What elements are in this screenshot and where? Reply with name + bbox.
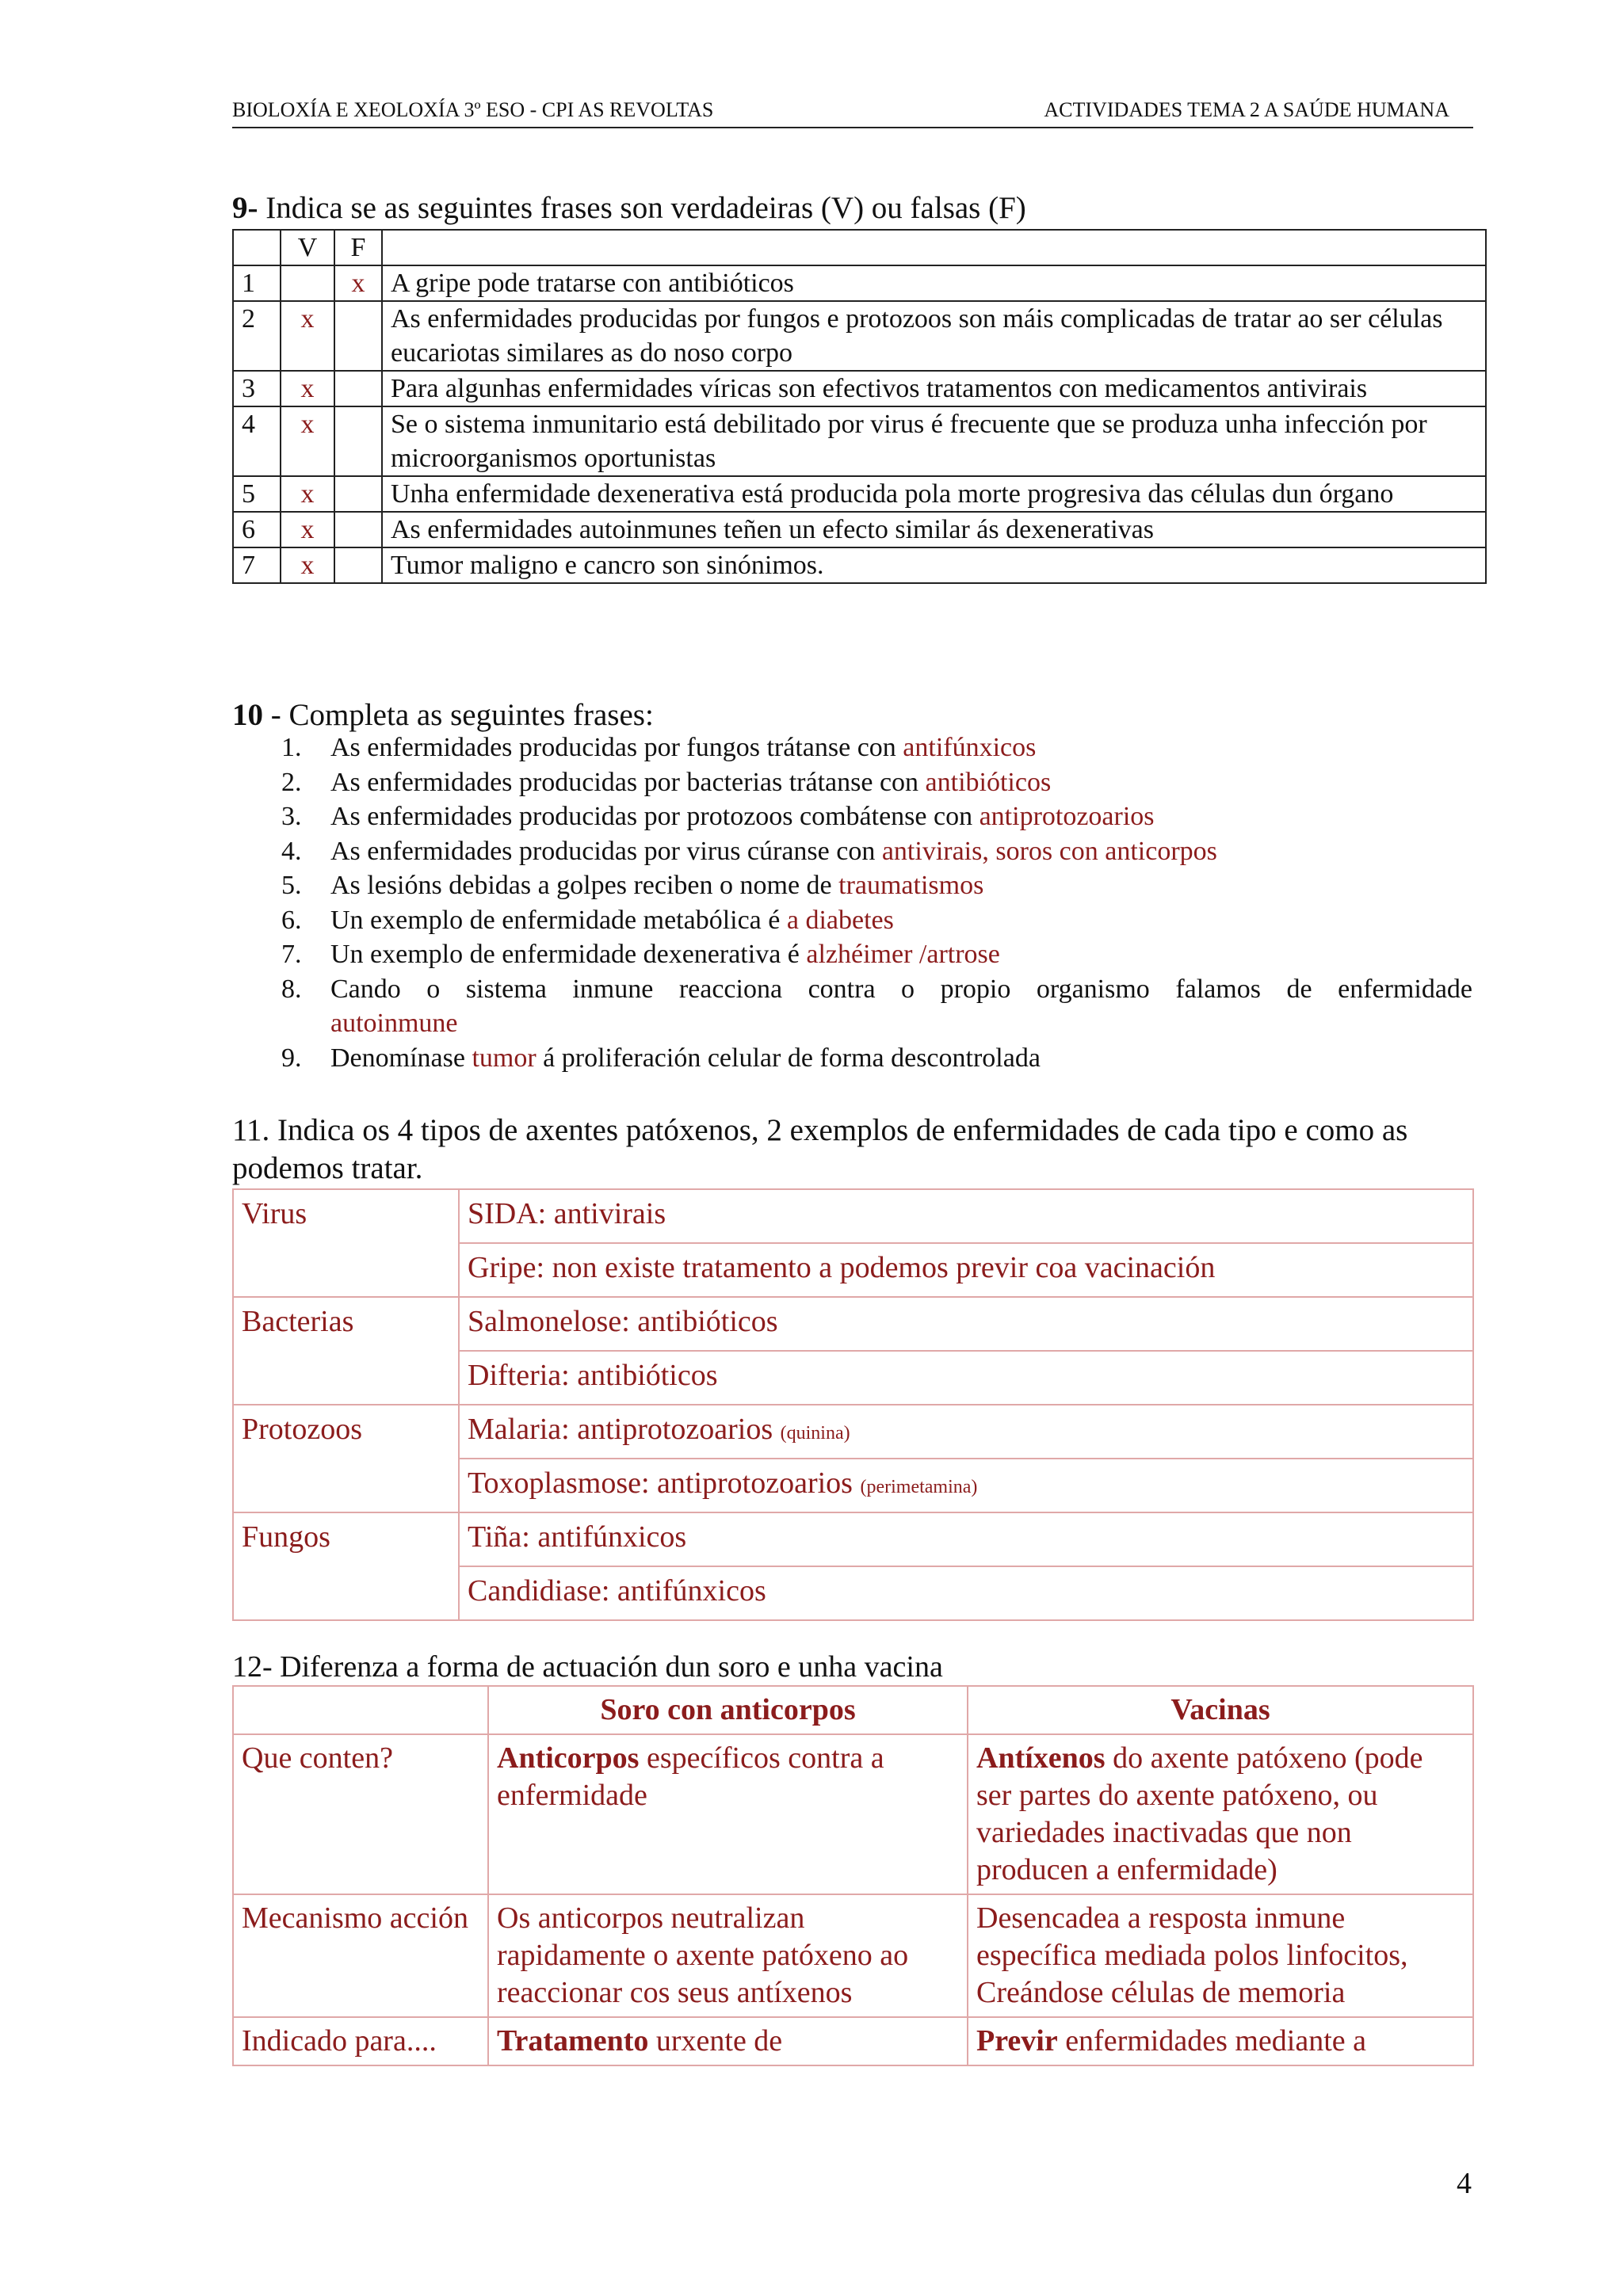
list-item: [232, 834, 1472, 869]
table-row: [233, 1189, 1473, 1243]
vacina-text: Desencadea a resposta inmune específica mediada polos linfocitos, Creándose células de memoria: [976, 1901, 1408, 2009]
item-number: 4.: [281, 836, 302, 866]
example-text: Candidiase: antifúnxicos: [468, 1574, 766, 1608]
agent-name: Protozoos: [233, 1405, 459, 1512]
row-number: 4: [233, 406, 281, 476]
item-number: 5.: [281, 871, 302, 900]
soro-bold: Tratamento: [497, 2024, 649, 2058]
item-answer: a diabetes: [786, 905, 894, 935]
example-cell: [459, 1405, 1473, 1459]
header-right: ACTIVIDADES TEMA 2 A SAÚDE HUMANA: [1044, 98, 1449, 121]
item-text: Un exemplo de enfermidade metabólica é: [330, 905, 787, 935]
soro-cell: [488, 1894, 968, 2017]
item-text: Un exemplo de enfermidade dexenerativa é: [330, 940, 807, 969]
col-vacina: Vacinas: [968, 1686, 1473, 1734]
example-text: Difteria: antibióticos: [468, 1359, 718, 1392]
example-cell: [459, 1566, 1473, 1620]
list-item: [232, 730, 1472, 765]
example-cell: [459, 1297, 1473, 1351]
item-text: As enfermidades producidas por virus cúranse con: [330, 836, 882, 866]
blank-header: [382, 230, 1486, 265]
statement: Se o sistema inmunitario está debilitado por virus é frecuente que se produza unha infección por microorganismos oportunistas: [382, 406, 1486, 476]
example-text: Salmonelose: antibióticos: [468, 1305, 778, 1338]
item-number: 1.: [281, 733, 302, 762]
statement: Tumor maligno e cancro son sinónimos.: [382, 547, 1486, 583]
table-row: [233, 476, 1486, 512]
table-row: [233, 2017, 1473, 2065]
item-answer: alzhéimer /artrose: [806, 940, 1000, 969]
pathogens-table: [232, 1188, 1474, 1621]
true-false-table: [232, 229, 1487, 584]
example-text: SIDA: antivirais: [468, 1197, 666, 1230]
f-mark: [334, 547, 382, 583]
vacina-text: do axente patóxeno (pode ser partes do axente patóxeno, ou variedades inactivadas que non producen a enfermidade): [976, 1741, 1423, 1886]
vacina-cell: [968, 2017, 1473, 2065]
q10-number: 10: [232, 698, 263, 732]
f-mark: [334, 512, 382, 547]
item-number: 8.: [281, 974, 302, 1004]
q9-text: Indica se as seguintes frases son verdadeiras (V) ou falsas (F): [258, 191, 1026, 225]
soro-text: específicos contra a enfermidade: [497, 1741, 884, 1812]
example-text: Gripe: non existe tratamento a podemos previr coa vacinación: [468, 1251, 1216, 1284]
example-text: Toxoplasmose: antiprotozoarios: [468, 1466, 861, 1500]
table-header-row: [233, 230, 1486, 265]
q10-text: - Completa as seguintes frases:: [263, 698, 654, 732]
item-answer: antibióticos: [925, 767, 1052, 797]
item-text: Denomínase: [330, 1043, 472, 1073]
item-answer: antiprotozoarios: [979, 802, 1155, 831]
table-row: [233, 265, 1486, 301]
f-mark: [334, 406, 382, 476]
item-number: 6.: [281, 905, 302, 935]
example-cell: [459, 1243, 1473, 1297]
vacina-text: enfermidades mediante a: [1057, 2024, 1367, 2058]
item-answer: traumatismos: [838, 871, 984, 900]
item-answer: antivirais, soros con anticorpos: [881, 836, 1217, 866]
header-left: BIOLOXÍA E XEOLOXÍA 3º ESO - CPI AS REVOLTAS: [232, 98, 714, 121]
statement: As enfermidades autoinmunes teñen un efecto similar ás dexenerativas: [382, 512, 1486, 547]
v-mark: x: [281, 476, 334, 512]
agent-name: Bacterias: [233, 1297, 459, 1405]
agent-name: Fungos: [233, 1512, 459, 1620]
col-soro: Soro con anticorpos: [488, 1686, 968, 1734]
f-mark: x: [334, 265, 382, 301]
agent-name: Virus: [233, 1189, 459, 1297]
example-text: Malaria: antiprotozoarios: [468, 1413, 781, 1446]
item-text: As enfermidades producidas por bacterias trátanse con: [330, 767, 926, 797]
serum-vaccine-table: [232, 1685, 1474, 2066]
example-cell: [459, 1351, 1473, 1405]
corner-cell: [233, 1686, 488, 1734]
table-row: [233, 1512, 1473, 1566]
item-number: 7.: [281, 940, 302, 969]
table-row: [233, 301, 1486, 371]
table-row: [233, 512, 1486, 547]
soro-cell: [488, 1734, 968, 1894]
list-item: [232, 868, 1472, 903]
v-mark: [281, 265, 334, 301]
page-number: 4: [1457, 2167, 1472, 2200]
corner-cell: [233, 230, 281, 265]
col-v: V: [281, 230, 334, 265]
row-label: Indicado para....: [233, 2017, 488, 2065]
row-number: 1: [233, 265, 281, 301]
item-answer: autoinmune: [330, 1009, 458, 1038]
example-cell: [459, 1512, 1473, 1566]
col-f: F: [334, 230, 382, 265]
example-text: Tiña: antifúnxicos: [468, 1520, 687, 1554]
statement: Para algunhas enfermidades víricas son efectivos tratamentos con medicamentos antivirais: [382, 371, 1486, 406]
example-note: (quinina): [780, 1423, 850, 1444]
statement: As enfermidades producidas por fungos e protozoos son máis complicadas de tratar ao ser células eucariotas similares as do noso corpo: [382, 301, 1486, 371]
q9-title: [232, 190, 1026, 226]
table-row: [233, 371, 1486, 406]
f-mark: [334, 371, 382, 406]
soro-text: Os anticorpos neutralizan rapidamente o axente patóxeno ao reaccionar cos seus antíxenos: [497, 1901, 909, 2009]
item-number: 9.: [281, 1043, 302, 1073]
table-row: [233, 1297, 1473, 1351]
item-number: 3.: [281, 802, 302, 831]
soro-bold: Anticorpos: [497, 1741, 640, 1775]
v-mark: x: [281, 547, 334, 583]
item-answer: tumor: [472, 1043, 537, 1073]
soro-text: urxente de: [648, 2024, 783, 2058]
list-item: [232, 765, 1472, 800]
q12-title: 12- Diferenza a forma de actuación dun soro e unha vacina: [232, 1650, 943, 1684]
item-text: As lesións debidas a golpes reciben o nome de: [330, 871, 839, 900]
vacina-bold: Previr: [976, 2024, 1058, 2058]
page-header: [232, 97, 1473, 128]
row-number: 7: [233, 547, 281, 583]
table-row: [233, 1894, 1473, 2017]
list-item: [232, 799, 1472, 834]
f-mark: [334, 301, 382, 371]
q9-number: 9-: [232, 191, 258, 225]
row-label: Mecanismo acción: [233, 1894, 488, 2017]
list-item: [232, 1041, 1472, 1076]
item-text: As enfermidades producidas por protozoos combátense con: [330, 802, 980, 831]
example-note: (perimetamina): [860, 1477, 978, 1497]
q10-title: [232, 697, 654, 733]
table-row: [233, 547, 1486, 583]
v-mark: x: [281, 512, 334, 547]
f-mark: [334, 476, 382, 512]
q10-list: [232, 730, 1472, 1075]
list-item: [232, 972, 1472, 1041]
list-item: [232, 937, 1472, 972]
example-cell: [459, 1459, 1473, 1512]
statement: Unha enfermidade dexenerativa está producida pola morte progresiva das células dun órgano: [382, 476, 1486, 512]
table-row: [233, 1405, 1473, 1459]
list-item: [232, 903, 1472, 938]
item-text: As enfermidades producidas por fungos trátanse con: [330, 733, 903, 762]
item-text: Cando o sistema inmune reacciona contra o propio organismo falamos de enfermidade: [330, 974, 1472, 1004]
row-number: 2: [233, 301, 281, 371]
item-number: 2.: [281, 767, 302, 797]
v-mark: x: [281, 301, 334, 371]
item-answer: antifúnxicos: [903, 733, 1037, 762]
item-text-after: á proliferación celular de forma descontrolada: [536, 1043, 1041, 1073]
table-row: [233, 406, 1486, 476]
v-mark: x: [281, 406, 334, 476]
row-label: Que conten?: [233, 1734, 488, 1894]
v-mark: x: [281, 371, 334, 406]
table-header-row: [233, 1686, 1473, 1734]
soro-cell: [488, 2017, 968, 2065]
example-cell: [459, 1189, 1473, 1243]
row-number: 6: [233, 512, 281, 547]
statement: A gripe pode tratarse con antibióticos: [382, 265, 1486, 301]
vacina-cell: [968, 1734, 1473, 1894]
row-number: 5: [233, 476, 281, 512]
row-number: 3: [233, 371, 281, 406]
vacina-bold: Antíxenos: [976, 1741, 1106, 1775]
vacina-cell: [968, 1894, 1473, 2017]
q11-title: 11. Indica os 4 tipos de axentes patóxenos, 2 exemplos de enfermidades de cada tipo e como as podemos tratar.: [232, 1113, 1408, 1185]
table-row: [233, 1734, 1473, 1894]
